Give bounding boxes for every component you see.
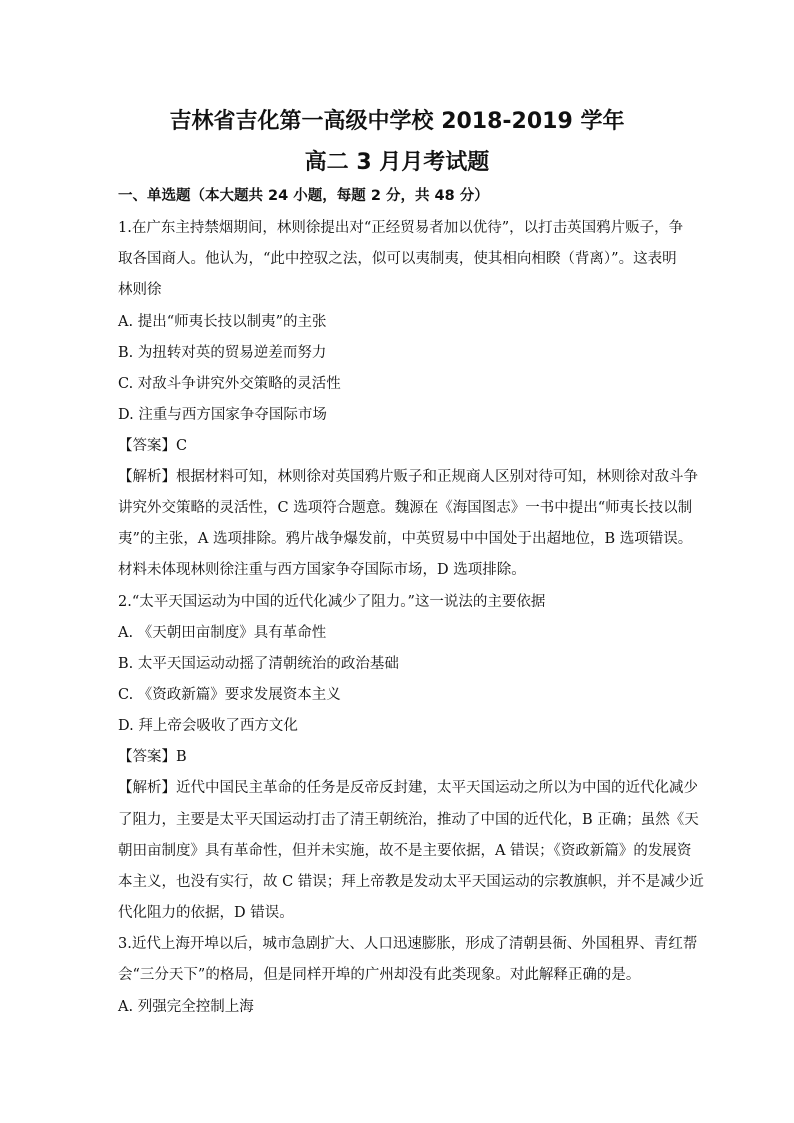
document-title-line-1: 吉林省吉化第一高级中学校 2018-2019 学年 <box>169 109 625 134</box>
analysis-line: 【解析】根据材料可知，林则徐对英国鸦片贩子和正规商人区别对待可知，林则徐对敌斗争 <box>118 469 698 485</box>
text-line: 1.在广东主持禁烟期间，林则徐提出对“正经贸易者加以优待”，以打击英国鸦片贩子，争 <box>118 220 684 236</box>
answer-line: 【答案】C <box>118 438 188 454</box>
option-line: C. 对敌斗争讲究外交策略的灵活性 <box>118 376 341 392</box>
question-line: 3.近代上海开埠以后，城市急剧扩大、人口迅速膨胀，形成了清朝县衙、外国租界、青红帮 <box>118 936 698 952</box>
option-line: D. 拜上帝会吸收了西方文化 <box>118 718 298 734</box>
answer-line: 【答案】B <box>118 749 187 765</box>
analysis-line: 朝田亩制度》具有革命性，但并未实施，故不是主要依据，A 错误；《资政新篇》的发展资 <box>118 843 692 859</box>
option-line: A. 提出“师夷长技以制夷”的主张 <box>118 314 327 330</box>
option-line: B. 太平天国运动动摇了清朝统治的政治基础 <box>118 656 399 672</box>
document-title-line-2: 高二 3 月月考试题 <box>304 150 490 175</box>
section-heading: 一、单选题（本大题共 24 小题，每题 2 分，共 48 分） <box>118 188 489 204</box>
analysis-line: 讲究外交策略的灵活性，C 选项符合题意。魏源在《海国图志》一书中提出“师夷长技以制 <box>118 500 693 516</box>
text-line: 林则徐 <box>118 282 162 298</box>
analysis-line: 夷”的主张，A 选项排除。鸦片战争爆发前，中英贸易中中国处于出超地位，B 选项错误。 <box>118 531 693 547</box>
analysis-line: 代化阻力的依据，D 错误。 <box>118 905 294 921</box>
option-line: A. 《天朝田亩制度》具有革命性 <box>118 625 327 641</box>
analysis-line: 材料未体现林则徐注重与西方国家争夺国际市场，D 选项排除。 <box>118 562 526 578</box>
text-line: 取各国商人。他认为，“此中控驭之法，似可以夷制夷，使其相向相睽（背离）”。这表明 <box>118 251 677 267</box>
option-line: D. 注重与西方国家争夺国际市场 <box>118 407 327 423</box>
analysis-line: 本主义，也没有实行，故 C 错误；拜上帝教是发动太平天国运动的宗教旗帜，并不是减少近 <box>118 874 704 890</box>
question-line: 会“三分天下”的格局，但是同样开埠的广州却没有此类现象。对此解释正确的是。 <box>118 967 641 983</box>
analysis-line: 【解析】近代中国民主革命的任务是反帝反封建，太平天国运动之所以为中国的近代化减少 <box>118 780 698 796</box>
option-line: A. 列强完全控制上海 <box>118 999 254 1015</box>
option-line: B. 为扭转对英的贸易逆差而努力 <box>118 345 327 361</box>
option-line: C. 《资政新篇》要求发展资本主义 <box>118 687 341 703</box>
question-line: 2.“太平天国运动为中国的近代化减少了阻力。”这一说法的主要依据 <box>118 594 546 610</box>
analysis-line: 了阻力，主要是太平天国运动打击了清王朝统治，推动了中国的近代化，B 正确；虽然《天 <box>118 812 699 828</box>
